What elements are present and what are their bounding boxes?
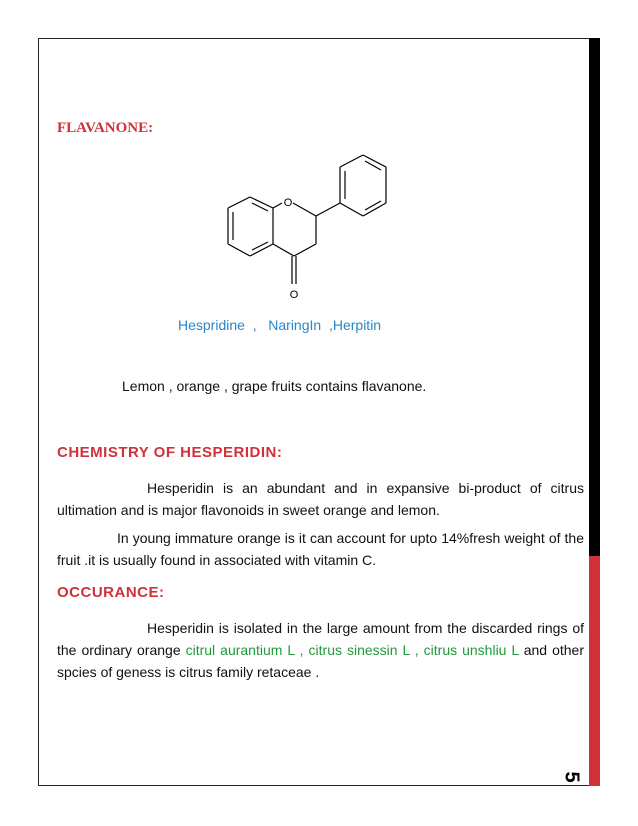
ring-oxygen-label: O [283, 197, 293, 209]
chemistry-paragraph-2: In young immature orange is it can account for upto 14%fresh weight of the fruit .it is usually found in associated with vitamin C. [57, 530, 584, 568]
flavanone-heading: FLAVANONE: [57, 120, 154, 136]
occurance-heading: OCCURANCE: [57, 584, 165, 601]
chemistry-paragraph-1: Hesperidin is an abundant and in expansive bi-product of citrus ultimation and is major flavonoids in sweet orange and lemon. [57, 480, 584, 518]
species-list: citrul aurantium L , citrus sinessin L , citrus unshliu L [185, 642, 519, 658]
side-bar-black [589, 38, 600, 556]
side-bar-red [589, 556, 600, 786]
occurance-paragraph [57, 617, 584, 683]
flavanone-sources: Lemon , orange , grape fruits contains flavanone. [122, 378, 427, 394]
carbonyl-oxygen-label: O [289, 289, 299, 301]
occurance-text-after: and other spcies of geness is citrus family retaceae . [57, 642, 584, 680]
flavanone-examples: Hespridine , NaringIn ,Herpitin [178, 317, 382, 333]
flavanone-structure [180, 150, 420, 305]
chemistry-heading: CHEMISTRY OF HESPERIDIN: [57, 444, 283, 461]
page-number: 5 [560, 771, 583, 783]
occurance-text-before: Hesperidin is isolated in the large amount from the discarded rings of the ordinary orange [57, 620, 584, 658]
